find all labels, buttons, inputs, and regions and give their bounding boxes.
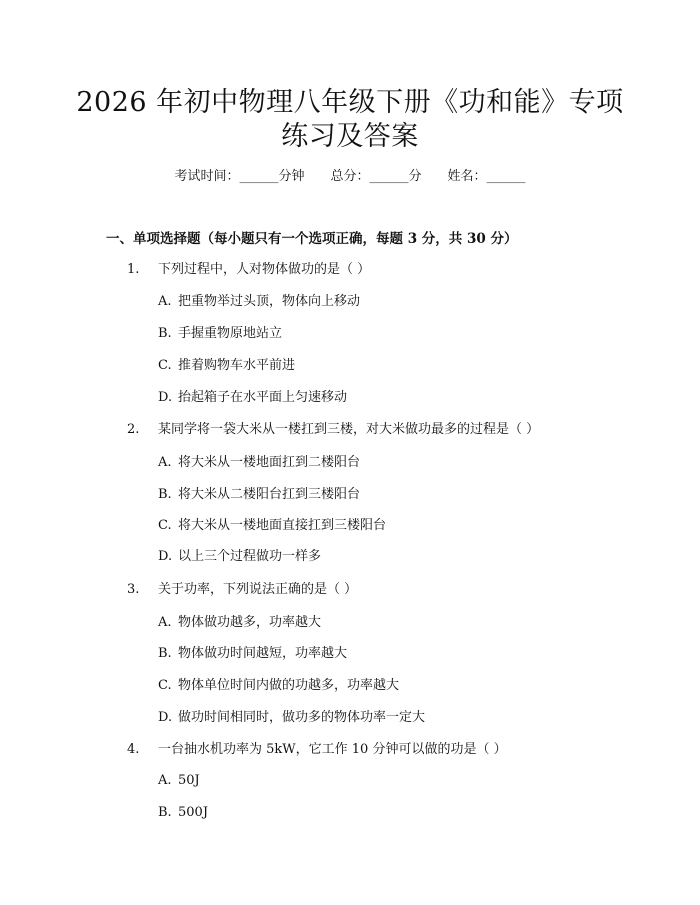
option-letter: D. xyxy=(158,390,173,405)
option-text: 把重物举过头顶，物体向上移动 xyxy=(178,294,361,309)
option-text: 推着购物车水平前进 xyxy=(178,358,296,373)
option-letter: B. xyxy=(158,805,172,820)
section-heading-single-choice: 一、单项选择题（每小题只有一个选项正确，每题 3 分，共 30 分） xyxy=(106,231,518,247)
question-number: 1. xyxy=(127,262,140,277)
question-2-option-d xyxy=(158,547,321,567)
question-3-option-d xyxy=(158,708,425,728)
option-text: 物体做功越多，功率越大 xyxy=(178,615,322,630)
document-title-line-2: 练习及答案 xyxy=(281,121,419,152)
question-1-option-a xyxy=(158,292,360,312)
question-number: 3. xyxy=(127,582,140,597)
option-text: 物体单位时间内做的功越多，功率越大 xyxy=(178,678,400,693)
option-letter: A. xyxy=(158,294,172,309)
option-letter: C. xyxy=(158,678,172,693)
option-text: 物体做功时间越短，功率越大 xyxy=(178,646,348,661)
option-text: 500J xyxy=(178,805,209,820)
option-letter: D. xyxy=(158,710,173,725)
question-4-option-b xyxy=(158,803,208,823)
exam-time-field: 考试时间：______分钟 xyxy=(174,169,305,184)
option-letter: B. xyxy=(158,487,172,502)
document-title-line-1: 2026 年初中物理八年级下册《功和能》专项 xyxy=(76,87,624,118)
option-text: 做功时间相同时，做功多的物体功率一定大 xyxy=(178,710,426,725)
option-letter: A. xyxy=(158,773,172,788)
question-2-option-c xyxy=(158,516,386,536)
option-letter: A. xyxy=(158,455,172,470)
question-3-option-b xyxy=(158,644,347,664)
question-stem: 某同学将一袋大米从一楼扛到三楼，对大米做功最多的过程是（ ） xyxy=(158,422,540,437)
question-4-option-a xyxy=(158,771,200,791)
question-1-option-d xyxy=(158,388,347,408)
exam-info-line xyxy=(0,167,700,187)
option-text: 以上三个过程做功一样多 xyxy=(178,549,322,564)
option-letter: C. xyxy=(158,518,172,533)
question-1-option-c xyxy=(158,356,295,376)
question-1-option-b xyxy=(158,324,282,344)
question-number: 2. xyxy=(127,422,140,437)
total-score-field: 总分：______分 xyxy=(330,169,422,184)
option-letter: D. xyxy=(158,549,173,564)
option-text: 将大米从二楼阳台扛到三楼阳台 xyxy=(178,487,361,502)
question-2-option-b xyxy=(158,485,360,505)
option-letter: B. xyxy=(158,646,172,661)
option-text: 手握重物原地站立 xyxy=(178,326,283,341)
option-text: 抬起箱子在水平面上匀速移动 xyxy=(178,390,348,405)
question-3-option-a xyxy=(158,613,321,633)
question-stem: 关于功率，下列说法正确的是（ ） xyxy=(158,582,358,597)
option-letter: C. xyxy=(158,358,172,373)
question-2-option-a xyxy=(158,453,360,473)
option-letter: A. xyxy=(158,615,172,630)
student-name-field: 姓名：______ xyxy=(447,169,526,184)
question-3-option-c xyxy=(158,676,399,696)
option-text: 将大米从一楼地面扛到二楼阳台 xyxy=(178,455,361,470)
question-stem: 下列过程中，人对物体做功的是（ ） xyxy=(158,262,371,277)
question-stem: 一台抽水机功率为 5kW，它工作 10 分钟可以做的功是（ ） xyxy=(158,742,507,757)
option-text: 50J xyxy=(178,773,200,788)
option-text: 将大米从一楼地面直接扛到三楼阳台 xyxy=(178,518,387,533)
option-letter: B. xyxy=(158,326,172,341)
question-number: 4. xyxy=(127,742,140,757)
